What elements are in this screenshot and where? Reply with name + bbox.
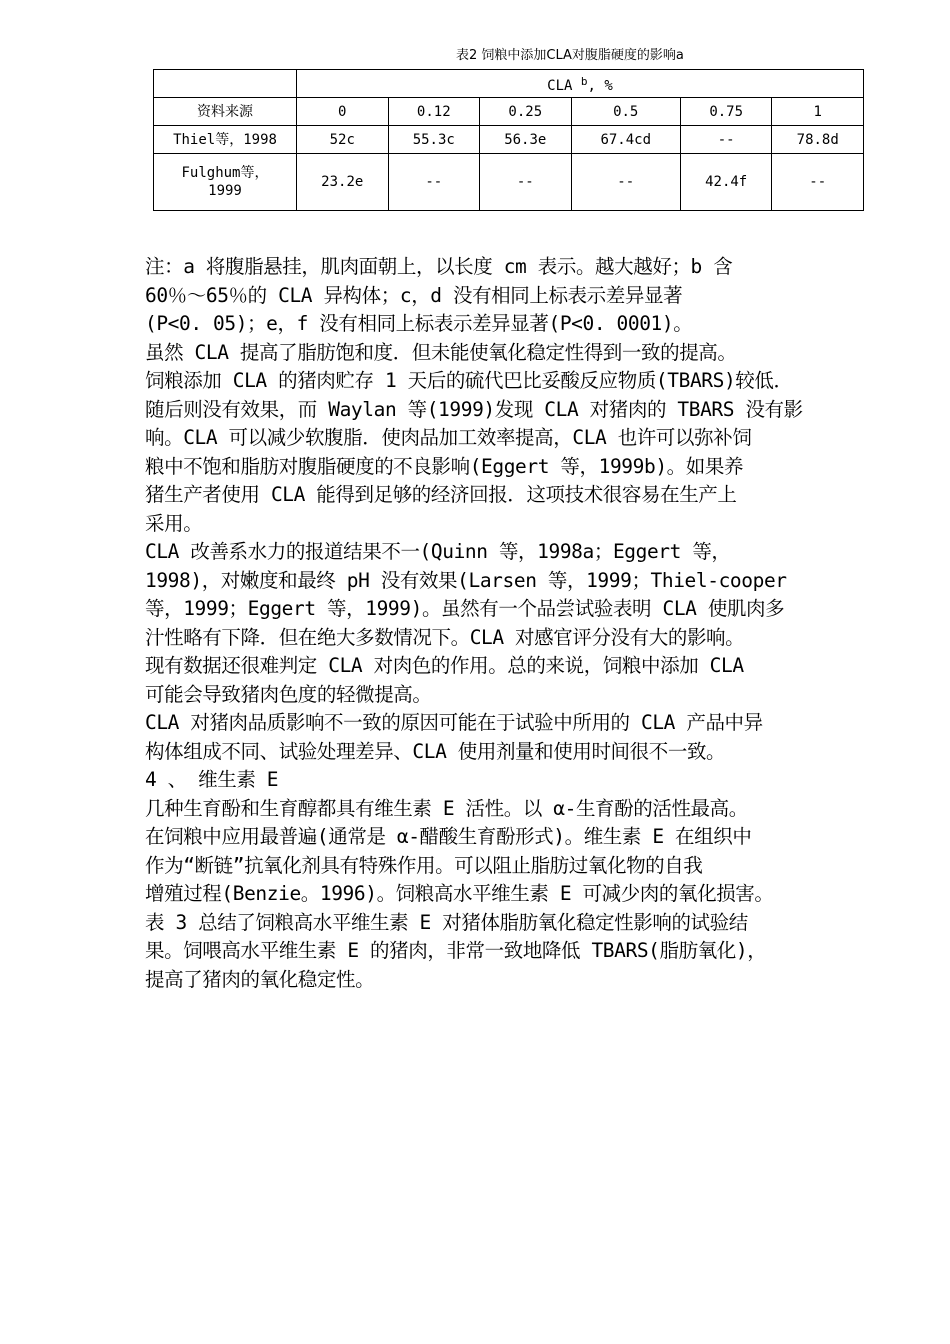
value-cell: 52c bbox=[297, 126, 389, 154]
table-caption: 表2 饲粮中添加CLA对腹脂硬度的影响a bbox=[456, 48, 684, 63]
level-header: 0.75 bbox=[680, 98, 772, 126]
value-cell: 67.4cd bbox=[571, 126, 680, 154]
text-line: 饲粮添加 CLA 的猪肉贮存 1 天后的硫代巴比妥酸反应物质(TBARS)较低． bbox=[145, 369, 793, 392]
value-cell: 78.8d bbox=[772, 126, 864, 154]
source-cell: Thiel等，1998 bbox=[154, 126, 297, 154]
table-header-row-levels bbox=[154, 98, 864, 126]
text-line: 提高了猪肉的氧化稳定性。 bbox=[145, 967, 375, 991]
table-group-header bbox=[297, 70, 864, 98]
level-header: 0.5 bbox=[571, 98, 680, 126]
text-line: 响。CLA 可以减少软腹脂．使肉品加工效率提高，CLA 也许可以弥补饲 bbox=[145, 426, 752, 449]
value-cell: -- bbox=[480, 154, 572, 211]
text-line: 等，1999；Eggert 等，1999)。虽然有一个品尝试验表明 CLA 使肌肉多 bbox=[145, 597, 785, 620]
text-line: 在饲粮中应用最普遍(通常是 α-醋酸生育酚形式)。维生素 E 在组织中 bbox=[145, 825, 752, 848]
source-column-header: 资料来源 bbox=[154, 98, 297, 126]
table-corner-cell bbox=[154, 70, 297, 98]
source-cell bbox=[154, 154, 297, 211]
value-cell: 56.3e bbox=[480, 126, 572, 154]
group-header-label: CLA bbox=[547, 77, 573, 94]
text-line: 粮中不饱和脂肪对腹脂硬度的不良影响(Eggert 等，1999b)。如果养 bbox=[145, 454, 744, 478]
source-line: Fulghum等， bbox=[181, 165, 269, 181]
text-line: (P<0. 05)；e，f 没有相同上标表示差异显著(P<0. 0001)。 bbox=[145, 312, 693, 335]
text-line: 60％～65％的 CLA 异构体；c，d 没有相同上标表示差异显著 bbox=[145, 283, 683, 307]
value-cell: -- bbox=[388, 154, 480, 211]
text-line: 汁性略有下降．但在绝大多数情况下。CLA 对感官评分没有大的影响。 bbox=[145, 625, 745, 649]
level-header: 0 bbox=[297, 98, 389, 126]
body-text bbox=[145, 253, 905, 994]
text-line: 构体组成不同、试验处理差异、CLA 使用剂量和使用时间很不一致。 bbox=[145, 739, 726, 763]
value-cell: -- bbox=[571, 154, 680, 211]
text-line: CLA 改善系水力的报道结果不一(Quinn 等，1998a；Eggert 等， bbox=[145, 540, 731, 563]
section-heading: 4 、 维生素 E bbox=[145, 768, 279, 791]
value-cell: 55.3c bbox=[388, 126, 480, 154]
text-line: 1998)，对嫩度和最终 pH 没有效果(Larsen 等，1999；Thiel-cooper bbox=[145, 568, 787, 592]
source-line: 1999 bbox=[208, 183, 242, 199]
group-header-unit: , % bbox=[587, 77, 613, 94]
text-line: 可能会导致猪肉色度的轻微提高。 bbox=[145, 682, 432, 706]
value-cell: 42.4f bbox=[680, 154, 772, 211]
text-line: 采用。 bbox=[145, 511, 203, 535]
text-line: 果。饲喂高水平维生素 E 的猪肉，非常一致地降低 TBARS(脂肪氧化)， bbox=[145, 939, 767, 962]
table-header-row-group bbox=[154, 70, 864, 98]
text-line: 表 3 总结了饲粮高水平维生素 E 对猪体脂肪氧化稳定性影响的试验结 bbox=[145, 910, 748, 934]
value-cell: -- bbox=[772, 154, 864, 211]
text-line: 现有数据还很难判定 CLA 对肉色的作用。总的来说，饲粮中添加 CLA bbox=[145, 654, 744, 677]
text-line: 注：a 将腹脂悬挂，肌肉面朝上，以长度 cm 表示。越大越好；b 含 bbox=[145, 255, 733, 278]
level-header: 1 bbox=[772, 98, 864, 126]
table-row bbox=[154, 126, 864, 154]
level-header: 0.25 bbox=[480, 98, 572, 126]
level-header: 0.12 bbox=[388, 98, 480, 126]
text-line: 几种生育酚和生育醇都具有维生素 E 活性。以 α-生育酚的活性最高。 bbox=[145, 796, 748, 820]
text-line: 随后则没有效果，而 Waylan 等(1999)发现 CLA 对猪肉的 TBARS 没有影 bbox=[145, 397, 803, 421]
text-line: 增殖过程(Benzie。1996)。饲粮高水平维生素 E 可减少肉的氧化损害。 bbox=[145, 882, 774, 905]
group-header-superscript: b bbox=[580, 74, 588, 88]
text-line: 虽然 CLA 提高了脂肪饱和度．但未能使氧化稳定性得到一致的提高。 bbox=[145, 340, 737, 364]
text-line: 作为“断链”抗氧化剂具有特殊作用。可以阻止脂肪过氧化物的自我 bbox=[145, 853, 703, 877]
text-line: CLA 对猪肉品质影响不一致的原因可能在于试验中所用的 CLA 产品中异 bbox=[145, 711, 763, 734]
table-row bbox=[154, 154, 864, 211]
text-line: 猪生产者使用 CLA 能得到足够的经济回报．这项技术很容易在生产上 bbox=[145, 483, 737, 506]
data-table bbox=[153, 69, 864, 211]
value-cell: 23.2e bbox=[297, 154, 389, 211]
value-cell: -- bbox=[680, 126, 772, 154]
